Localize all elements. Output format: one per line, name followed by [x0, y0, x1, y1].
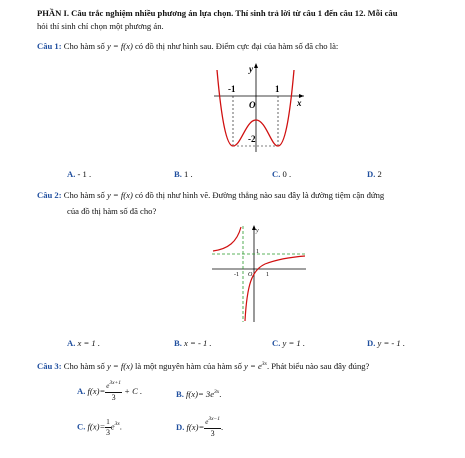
question-3-label: Câu 3: [37, 361, 62, 371]
question-1-label: Câu 1: [37, 41, 62, 51]
q2-option-c[interactable]: C. y = 1 . [272, 338, 306, 348]
question-2-stem: Câu 2: Cho hàm số y = f(x) có đồ thị như hình vẽ. Đường thẳng nào sau đây là đường tiệm cận đứng [37, 190, 385, 200]
q2-option-a[interactable]: A. x = 1 . [67, 338, 101, 348]
question-3-stem: Câu 3: Cho hàm số y = f(x) là một nguyên hàm của hàm số $y = e^{3x}$. Phát biểu nào sau đây đúng? [37, 361, 370, 371]
q2-option-d[interactable]: D. y = - 1 . [367, 338, 406, 348]
q3-option-b[interactable]: B. $f(x)= 3e^{3x}$. [176, 389, 222, 399]
question-2-stem-line2: của đồ thị hàm số đã cho? [67, 206, 157, 216]
q2-option-b[interactable]: B. x = - 1 . [174, 338, 212, 348]
y-axis-arrow-icon [254, 63, 258, 68]
curve-left-branch [213, 227, 241, 251]
q3-option-c[interactable]: C. f(x)= $\frac{1}{3}$ $e^{3x}$. [77, 418, 122, 437]
question-1-graph [212, 60, 312, 155]
q1-option-d[interactable]: D. 2 [367, 169, 382, 179]
fraction: $\frac{1}{3}$ [106, 418, 110, 437]
tick-label-top: 1 [256, 249, 259, 255]
q1-option-a[interactable]: A. - 1 . [67, 169, 92, 179]
fraction: $\frac{e^{3x+1}}{3}$ [106, 380, 122, 402]
q1-option-c[interactable]: C. 0 . [272, 169, 292, 179]
tick-label-left: -1 [234, 272, 239, 278]
tick-label-left: -1 [228, 84, 236, 94]
q1-option-b[interactable]: B. 1 . [174, 169, 193, 179]
y-axis-label: y [256, 228, 259, 234]
origin-label: O [248, 272, 253, 278]
question-2-graph [210, 224, 310, 324]
origin-label: O [249, 100, 256, 110]
tick-label-right: 1 [275, 84, 280, 94]
q3-option-d[interactable]: D. f(x)= $\frac{e^{3x-1}}{3}$ . [176, 416, 224, 438]
section-heading-line2: hỏi thí sinh chỉ chọn một phương án. [37, 21, 164, 31]
y-axis-label: y [249, 64, 253, 74]
fraction: $\frac{e^{3x-1}}{3}$ [205, 416, 221, 438]
question-2-label: Câu 2: [37, 190, 62, 200]
min-value-label: -2 [248, 134, 256, 144]
x-axis-label: x [297, 98, 302, 108]
question-1-stem: Câu 1: Cho hàm số y = f(x) có đồ thị như hình sau. Điểm cực đại của hàm số đã cho là: [37, 41, 339, 51]
function-curve [217, 70, 294, 146]
section-heading: PHẦN I. Câu trắc nghiệm nhiều phương án lựa chọn. Thí sinh trả lời từ câu 1 đến câu 12. Mỗi câu [37, 8, 398, 18]
tick-label-right: 1 [266, 272, 269, 278]
q3-option-a[interactable]: A. f(x)= $\frac{e^{3x+1}}{3}$ + C . [77, 380, 143, 402]
